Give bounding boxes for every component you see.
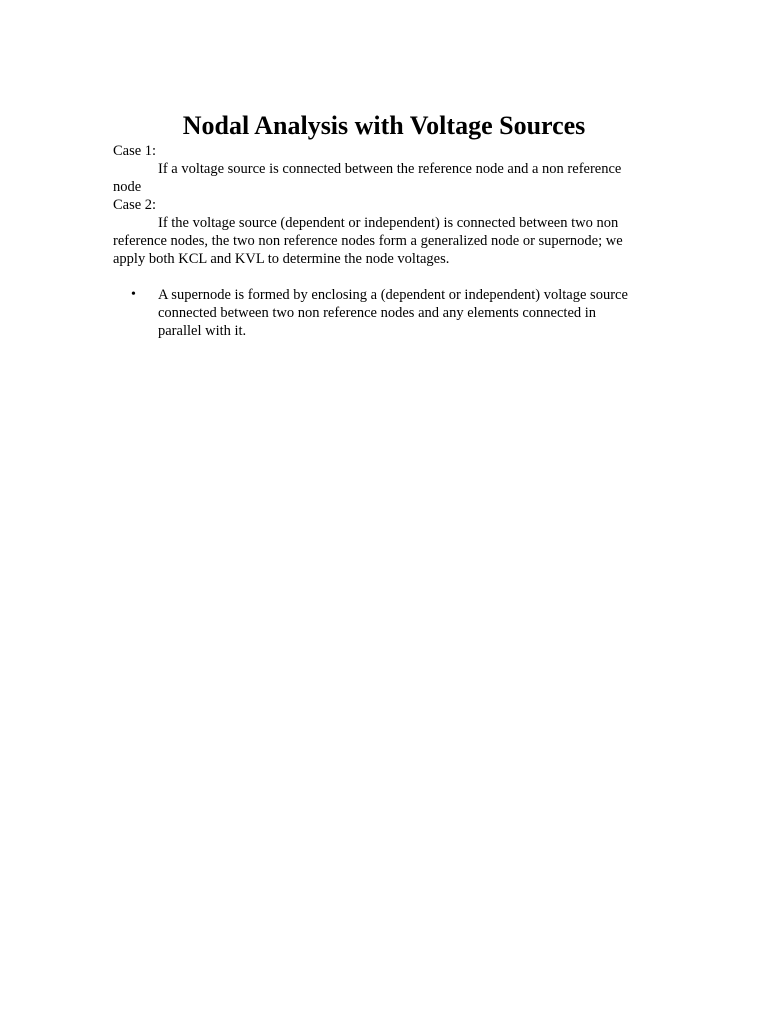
case1-line: node [113, 179, 142, 195]
case2-label: Case 2: [113, 197, 157, 213]
document-title: Nodal Analysis with Voltage Sources [182, 111, 586, 140]
case2-line: apply both KCL and KVL to determine the node voltages. [113, 251, 450, 267]
case1-label: Case 1: [113, 143, 157, 159]
case2-line: If the voltage source (dependent or independent) is connected between two non [158, 215, 619, 231]
bullet-line: A supernode is formed by enclosing a (dependent or independent) voltage source [158, 287, 628, 303]
bullet-line: parallel with it. [158, 323, 247, 339]
document-body [113, 142, 653, 268]
bullet-text [158, 286, 668, 340]
case2-line: reference nodes, the two non reference nodes form a generalized node or supernode; we [113, 233, 623, 249]
bullet-line: connected between two non reference nodes and any elements connected in [158, 305, 597, 321]
case1-line: If a voltage source is connected between the reference node and a non reference [158, 161, 622, 177]
bullet-icon: • [131, 287, 136, 302]
